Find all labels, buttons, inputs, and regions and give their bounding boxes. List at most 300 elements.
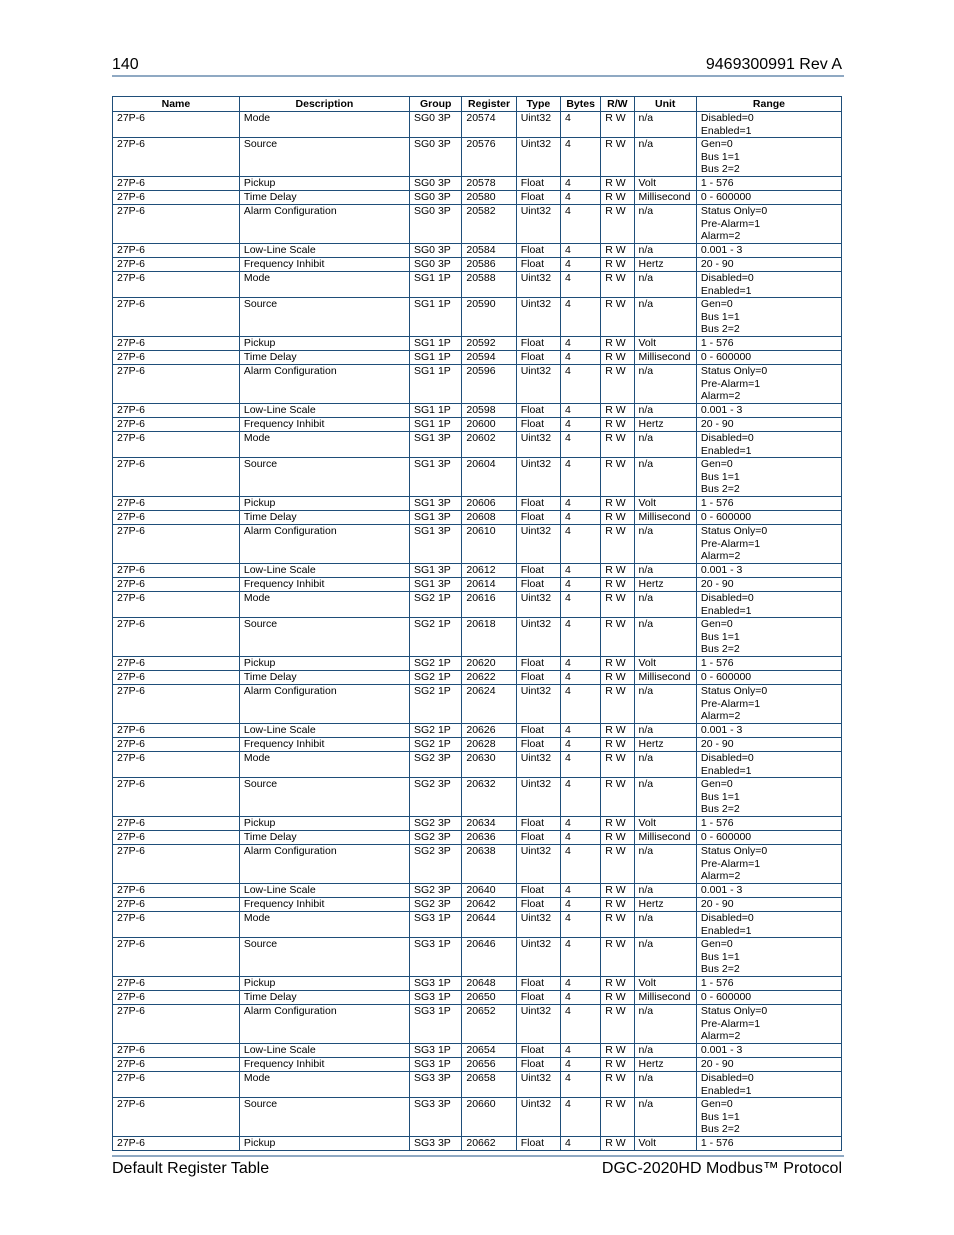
- cell-bytes: 4: [561, 272, 601, 298]
- cell-name: 27P-6: [113, 578, 240, 592]
- cell-description: Time Delay: [239, 831, 409, 845]
- cell-unit: Millisecond: [634, 991, 696, 1005]
- table-row: [113, 351, 842, 365]
- table-row: [113, 458, 842, 497]
- cell-register: 20654: [462, 1044, 516, 1058]
- cell-type: Float: [516, 738, 560, 752]
- cell-type: Float: [516, 977, 560, 991]
- cell-bytes: 4: [561, 138, 601, 177]
- cell-range: Disabled=0 Enabled=1: [696, 912, 841, 938]
- cell-unit: n/a: [634, 138, 696, 177]
- cell-name: 27P-6: [113, 1072, 240, 1098]
- cell-group: SG1 1P: [410, 418, 462, 432]
- cell-type: Float: [516, 898, 560, 912]
- cell-name: 27P-6: [113, 618, 240, 657]
- cell-group: SG1 3P: [410, 511, 462, 525]
- cell-description: Source: [239, 778, 409, 817]
- cell-bytes: 4: [561, 1058, 601, 1072]
- cell-register: 20634: [462, 817, 516, 831]
- cell-rw: R W: [601, 578, 634, 592]
- cell-unit: n/a: [634, 884, 696, 898]
- table-row: [113, 191, 842, 205]
- cell-unit: n/a: [634, 845, 696, 884]
- table-row: [113, 671, 842, 685]
- cell-group: SG1 1P: [410, 404, 462, 418]
- cell-rw: R W: [601, 525, 634, 564]
- table-row: [113, 365, 842, 404]
- cell-description: Time Delay: [239, 991, 409, 1005]
- cell-register: 20588: [462, 272, 516, 298]
- cell-description: Mode: [239, 432, 409, 458]
- cell-description: Pickup: [239, 657, 409, 671]
- cell-rw: R W: [601, 991, 634, 1005]
- cell-group: SG1 3P: [410, 497, 462, 511]
- cell-group: SG3 1P: [410, 1058, 462, 1072]
- cell-type: Uint32: [516, 618, 560, 657]
- cell-description: Pickup: [239, 977, 409, 991]
- cell-type: Uint32: [516, 685, 560, 724]
- cell-register: 20652: [462, 1005, 516, 1044]
- cell-name: 27P-6: [113, 365, 240, 404]
- cell-type: Float: [516, 191, 560, 205]
- cell-group: SG2 3P: [410, 898, 462, 912]
- cell-group: SG1 1P: [410, 365, 462, 404]
- cell-group: SG2 1P: [410, 618, 462, 657]
- cell-bytes: 4: [561, 1005, 601, 1044]
- cell-name: 27P-6: [113, 191, 240, 205]
- cell-rw: R W: [601, 912, 634, 938]
- cell-rw: R W: [601, 778, 634, 817]
- table-row: [113, 1044, 842, 1058]
- cell-group: SG0 3P: [410, 191, 462, 205]
- cell-type: Uint32: [516, 205, 560, 244]
- cell-type: Float: [516, 724, 560, 738]
- table-row: [113, 432, 842, 458]
- table-row: [113, 511, 842, 525]
- cell-type: Float: [516, 258, 560, 272]
- cell-bytes: 4: [561, 511, 601, 525]
- cell-rw: R W: [601, 657, 634, 671]
- cell-type: Uint32: [516, 1072, 560, 1098]
- cell-rw: R W: [601, 1044, 634, 1058]
- cell-group: SG1 3P: [410, 525, 462, 564]
- table-row: [113, 977, 842, 991]
- cell-register: 20620: [462, 657, 516, 671]
- cell-bytes: 4: [561, 912, 601, 938]
- table-row: [113, 738, 842, 752]
- cell-unit: n/a: [634, 724, 696, 738]
- cell-description: Mode: [239, 272, 409, 298]
- cell-type: Uint32: [516, 1005, 560, 1044]
- cell-description: Mode: [239, 912, 409, 938]
- footer-section-title: Default Register Table: [112, 1160, 270, 1177]
- cell-group: SG1 3P: [410, 432, 462, 458]
- table-row: [113, 177, 842, 191]
- cell-rw: R W: [601, 258, 634, 272]
- table-row: [113, 657, 842, 671]
- cell-unit: Hertz: [634, 898, 696, 912]
- table-row: [113, 618, 842, 657]
- cell-range: Disabled=0 Enabled=1: [696, 1072, 841, 1098]
- col-header-rw: R/W: [601, 97, 634, 112]
- cell-name: 27P-6: [113, 511, 240, 525]
- cell-range: 0.001 - 3: [696, 404, 841, 418]
- cell-rw: R W: [601, 244, 634, 258]
- cell-group: SG2 1P: [410, 592, 462, 618]
- cell-group: SG2 1P: [410, 738, 462, 752]
- cell-rw: R W: [601, 365, 634, 404]
- cell-range: Status Only=0 Pre-Alarm=1 Alarm=2: [696, 525, 841, 564]
- cell-group: SG3 1P: [410, 1044, 462, 1058]
- cell-name: 27P-6: [113, 912, 240, 938]
- cell-group: SG2 3P: [410, 831, 462, 845]
- cell-type: Float: [516, 418, 560, 432]
- cell-register: 20604: [462, 458, 516, 497]
- cell-rw: R W: [601, 191, 634, 205]
- cell-group: SG3 1P: [410, 991, 462, 1005]
- cell-type: Float: [516, 817, 560, 831]
- cell-bytes: 4: [561, 1072, 601, 1098]
- cell-unit: Millisecond: [634, 671, 696, 685]
- cell-group: SG3 3P: [410, 1137, 462, 1151]
- cell-register: 20658: [462, 1072, 516, 1098]
- cell-register: 20580: [462, 191, 516, 205]
- cell-range: 0 - 600000: [696, 671, 841, 685]
- cell-range: Disabled=0 Enabled=1: [696, 112, 841, 138]
- cell-range: Disabled=0 Enabled=1: [696, 592, 841, 618]
- table-row: [113, 912, 842, 938]
- cell-rw: R W: [601, 112, 634, 138]
- table-row: [113, 418, 842, 432]
- cell-unit: n/a: [634, 618, 696, 657]
- cell-description: Mode: [239, 752, 409, 778]
- cell-rw: R W: [601, 1058, 634, 1072]
- cell-description: Time Delay: [239, 191, 409, 205]
- cell-group: SG2 1P: [410, 724, 462, 738]
- table-row: [113, 497, 842, 511]
- col-header-name: Name: [113, 97, 240, 112]
- table-row: [113, 938, 842, 977]
- cell-bytes: 4: [561, 778, 601, 817]
- cell-description: Mode: [239, 1072, 409, 1098]
- cell-register: 20610: [462, 525, 516, 564]
- cell-type: Uint32: [516, 1098, 560, 1137]
- cell-register: 20622: [462, 671, 516, 685]
- cell-description: Pickup: [239, 817, 409, 831]
- cell-unit: Millisecond: [634, 831, 696, 845]
- cell-register: 20616: [462, 592, 516, 618]
- cell-description: Alarm Configuration: [239, 685, 409, 724]
- cell-unit: n/a: [634, 1005, 696, 1044]
- cell-name: 27P-6: [113, 738, 240, 752]
- cell-bytes: 4: [561, 752, 601, 778]
- cell-range: 0 - 600000: [696, 831, 841, 845]
- cell-range: 1 - 576: [696, 1137, 841, 1151]
- cell-range: 20 - 90: [696, 898, 841, 912]
- cell-rw: R W: [601, 458, 634, 497]
- cell-name: 27P-6: [113, 657, 240, 671]
- table-row: [113, 258, 842, 272]
- cell-rw: R W: [601, 177, 634, 191]
- col-header-unit: Unit: [634, 97, 696, 112]
- cell-group: SG1 1P: [410, 272, 462, 298]
- cell-name: 27P-6: [113, 1044, 240, 1058]
- cell-register: 20600: [462, 418, 516, 432]
- cell-register: 20626: [462, 724, 516, 738]
- cell-bytes: 4: [561, 1098, 601, 1137]
- cell-range: Status Only=0 Pre-Alarm=1 Alarm=2: [696, 1005, 841, 1044]
- cell-name: 27P-6: [113, 497, 240, 511]
- cell-type: Uint32: [516, 432, 560, 458]
- cell-bytes: 4: [561, 418, 601, 432]
- cell-description: Source: [239, 298, 409, 337]
- cell-bytes: 4: [561, 845, 601, 884]
- cell-unit: n/a: [634, 912, 696, 938]
- cell-unit: Volt: [634, 177, 696, 191]
- cell-unit: Hertz: [634, 418, 696, 432]
- cell-unit: Hertz: [634, 1058, 696, 1072]
- cell-group: SG0 3P: [410, 112, 462, 138]
- page-header: [112, 54, 844, 76]
- cell-rw: R W: [601, 685, 634, 724]
- cell-group: SG2 3P: [410, 845, 462, 884]
- cell-range: Disabled=0 Enabled=1: [696, 752, 841, 778]
- cell-range: 1 - 576: [696, 337, 841, 351]
- cell-range: Status Only=0 Pre-Alarm=1 Alarm=2: [696, 845, 841, 884]
- cell-unit: n/a: [634, 244, 696, 258]
- cell-group: SG1 1P: [410, 298, 462, 337]
- cell-description: Pickup: [239, 497, 409, 511]
- cell-range: Gen=0 Bus 1=1 Bus 2=2: [696, 938, 841, 977]
- cell-description: Low-Line Scale: [239, 724, 409, 738]
- cell-rw: R W: [601, 337, 634, 351]
- cell-unit: n/a: [634, 432, 696, 458]
- cell-unit: Volt: [634, 977, 696, 991]
- cell-range: 20 - 90: [696, 1058, 841, 1072]
- cell-register: 20640: [462, 884, 516, 898]
- cell-range: 0 - 600000: [696, 351, 841, 365]
- cell-description: Frequency Inhibit: [239, 738, 409, 752]
- cell-group: SG0 3P: [410, 244, 462, 258]
- cell-type: Uint32: [516, 365, 560, 404]
- cell-group: SG1 1P: [410, 351, 462, 365]
- table-row: [113, 1137, 842, 1151]
- cell-rw: R W: [601, 938, 634, 977]
- cell-unit: Hertz: [634, 738, 696, 752]
- cell-bytes: 4: [561, 685, 601, 724]
- cell-description: Source: [239, 938, 409, 977]
- table-row: [113, 112, 842, 138]
- cell-range: 0.001 - 3: [696, 724, 841, 738]
- cell-bytes: 4: [561, 564, 601, 578]
- cell-name: 27P-6: [113, 1005, 240, 1044]
- cell-rw: R W: [601, 404, 634, 418]
- cell-bytes: 4: [561, 1137, 601, 1151]
- cell-bytes: 4: [561, 657, 601, 671]
- cell-bytes: 4: [561, 938, 601, 977]
- cell-unit: n/a: [634, 1044, 696, 1058]
- cell-group: SG2 1P: [410, 657, 462, 671]
- cell-description: Low-Line Scale: [239, 404, 409, 418]
- cell-type: Float: [516, 244, 560, 258]
- cell-group: SG1 3P: [410, 458, 462, 497]
- cell-rw: R W: [601, 418, 634, 432]
- table-row: [113, 1058, 842, 1072]
- cell-bytes: 4: [561, 977, 601, 991]
- cell-range: 0 - 600000: [696, 511, 841, 525]
- cell-range: Status Only=0 Pre-Alarm=1 Alarm=2: [696, 365, 841, 404]
- cell-rw: R W: [601, 884, 634, 898]
- cell-group: SG2 1P: [410, 685, 462, 724]
- cell-rw: R W: [601, 1005, 634, 1044]
- cell-type: Uint32: [516, 752, 560, 778]
- cell-bytes: 4: [561, 205, 601, 244]
- cell-rw: R W: [601, 432, 634, 458]
- cell-rw: R W: [601, 497, 634, 511]
- table-row: [113, 991, 842, 1005]
- cell-name: 27P-6: [113, 778, 240, 817]
- table-row: [113, 1072, 842, 1098]
- cell-unit: Volt: [634, 1137, 696, 1151]
- cell-type: Uint32: [516, 912, 560, 938]
- cell-rw: R W: [601, 845, 634, 884]
- cell-description: Alarm Configuration: [239, 845, 409, 884]
- cell-unit: n/a: [634, 1098, 696, 1137]
- cell-description: Alarm Configuration: [239, 365, 409, 404]
- col-header-description: Description: [239, 97, 409, 112]
- footer-document-title: DGC-2020HD Modbus™ Protocol: [601, 1160, 842, 1177]
- cell-rw: R W: [601, 831, 634, 845]
- cell-unit: Millisecond: [634, 511, 696, 525]
- cell-name: 27P-6: [113, 1098, 240, 1137]
- cell-name: 27P-6: [113, 298, 240, 337]
- table-row: [113, 845, 842, 884]
- cell-unit: Volt: [634, 497, 696, 511]
- col-header-group: Group: [410, 97, 462, 112]
- table-row: [113, 404, 842, 418]
- cell-name: 27P-6: [113, 418, 240, 432]
- cell-name: 27P-6: [113, 845, 240, 884]
- cell-rw: R W: [601, 738, 634, 752]
- cell-unit: Millisecond: [634, 351, 696, 365]
- cell-register: 20614: [462, 578, 516, 592]
- cell-unit: Hertz: [634, 578, 696, 592]
- cell-range: Status Only=0 Pre-Alarm=1 Alarm=2: [696, 685, 841, 724]
- cell-range: Status Only=0 Pre-Alarm=1 Alarm=2: [696, 205, 841, 244]
- cell-bytes: 4: [561, 592, 601, 618]
- cell-description: Alarm Configuration: [239, 205, 409, 244]
- cell-group: SG3 3P: [410, 1072, 462, 1098]
- cell-name: 27P-6: [113, 244, 240, 258]
- cell-description: Pickup: [239, 337, 409, 351]
- cell-description: Source: [239, 458, 409, 497]
- col-header-type: Type: [516, 97, 560, 112]
- cell-name: 27P-6: [113, 724, 240, 738]
- cell-register: 20624: [462, 685, 516, 724]
- cell-register: 20608: [462, 511, 516, 525]
- cell-description: Pickup: [239, 1137, 409, 1151]
- cell-type: Float: [516, 657, 560, 671]
- cell-unit: Millisecond: [634, 191, 696, 205]
- cell-register: 20638: [462, 845, 516, 884]
- cell-rw: R W: [601, 351, 634, 365]
- cell-name: 27P-6: [113, 525, 240, 564]
- cell-unit: n/a: [634, 564, 696, 578]
- cell-range: 20 - 90: [696, 418, 841, 432]
- cell-bytes: 4: [561, 112, 601, 138]
- cell-register: 20650: [462, 991, 516, 1005]
- cell-name: 27P-6: [113, 898, 240, 912]
- cell-range: Gen=0 Bus 1=1 Bus 2=2: [696, 298, 841, 337]
- table-header-row: [113, 97, 842, 112]
- cell-name: 27P-6: [113, 258, 240, 272]
- cell-rw: R W: [601, 1137, 634, 1151]
- cell-description: Time Delay: [239, 351, 409, 365]
- cell-name: 27P-6: [113, 205, 240, 244]
- cell-description: Frequency Inhibit: [239, 258, 409, 272]
- page-number: 140: [112, 56, 139, 73]
- cell-group: SG1 1P: [410, 337, 462, 351]
- cell-unit: n/a: [634, 365, 696, 404]
- cell-description: Low-Line Scale: [239, 244, 409, 258]
- cell-description: Time Delay: [239, 671, 409, 685]
- cell-unit: n/a: [634, 112, 696, 138]
- cell-description: Low-Line Scale: [239, 1044, 409, 1058]
- cell-description: Low-Line Scale: [239, 564, 409, 578]
- header-rule: [112, 75, 844, 77]
- cell-range: 0.001 - 3: [696, 1044, 841, 1058]
- cell-bytes: 4: [561, 177, 601, 191]
- cell-bytes: 4: [561, 191, 601, 205]
- cell-register: 20660: [462, 1098, 516, 1137]
- cell-register: 20582: [462, 205, 516, 244]
- cell-rw: R W: [601, 618, 634, 657]
- cell-type: Float: [516, 564, 560, 578]
- cell-bytes: 4: [561, 1044, 601, 1058]
- cell-rw: R W: [601, 724, 634, 738]
- cell-name: 27P-6: [113, 177, 240, 191]
- cell-group: SG3 1P: [410, 1005, 462, 1044]
- table-body: [113, 112, 842, 1151]
- cell-type: Float: [516, 511, 560, 525]
- cell-group: SG1 3P: [410, 578, 462, 592]
- cell-description: Alarm Configuration: [239, 525, 409, 564]
- cell-bytes: 4: [561, 578, 601, 592]
- cell-register: 20636: [462, 831, 516, 845]
- cell-group: SG2 3P: [410, 778, 462, 817]
- table-row: [113, 898, 842, 912]
- cell-type: Float: [516, 177, 560, 191]
- cell-type: Float: [516, 1137, 560, 1151]
- cell-type: Float: [516, 884, 560, 898]
- cell-unit: Volt: [634, 657, 696, 671]
- cell-name: 27P-6: [113, 752, 240, 778]
- cell-name: 27P-6: [113, 991, 240, 1005]
- table-row: [113, 337, 842, 351]
- cell-rw: R W: [601, 511, 634, 525]
- cell-range: 1 - 576: [696, 177, 841, 191]
- cell-bytes: 4: [561, 497, 601, 511]
- cell-group: SG0 3P: [410, 177, 462, 191]
- cell-rw: R W: [601, 138, 634, 177]
- cell-description: Alarm Configuration: [239, 1005, 409, 1044]
- cell-name: 27P-6: [113, 138, 240, 177]
- cell-rw: R W: [601, 977, 634, 991]
- cell-unit: n/a: [634, 752, 696, 778]
- cell-range: Gen=0 Bus 1=1 Bus 2=2: [696, 458, 841, 497]
- cell-register: 20578: [462, 177, 516, 191]
- cell-bytes: 4: [561, 738, 601, 752]
